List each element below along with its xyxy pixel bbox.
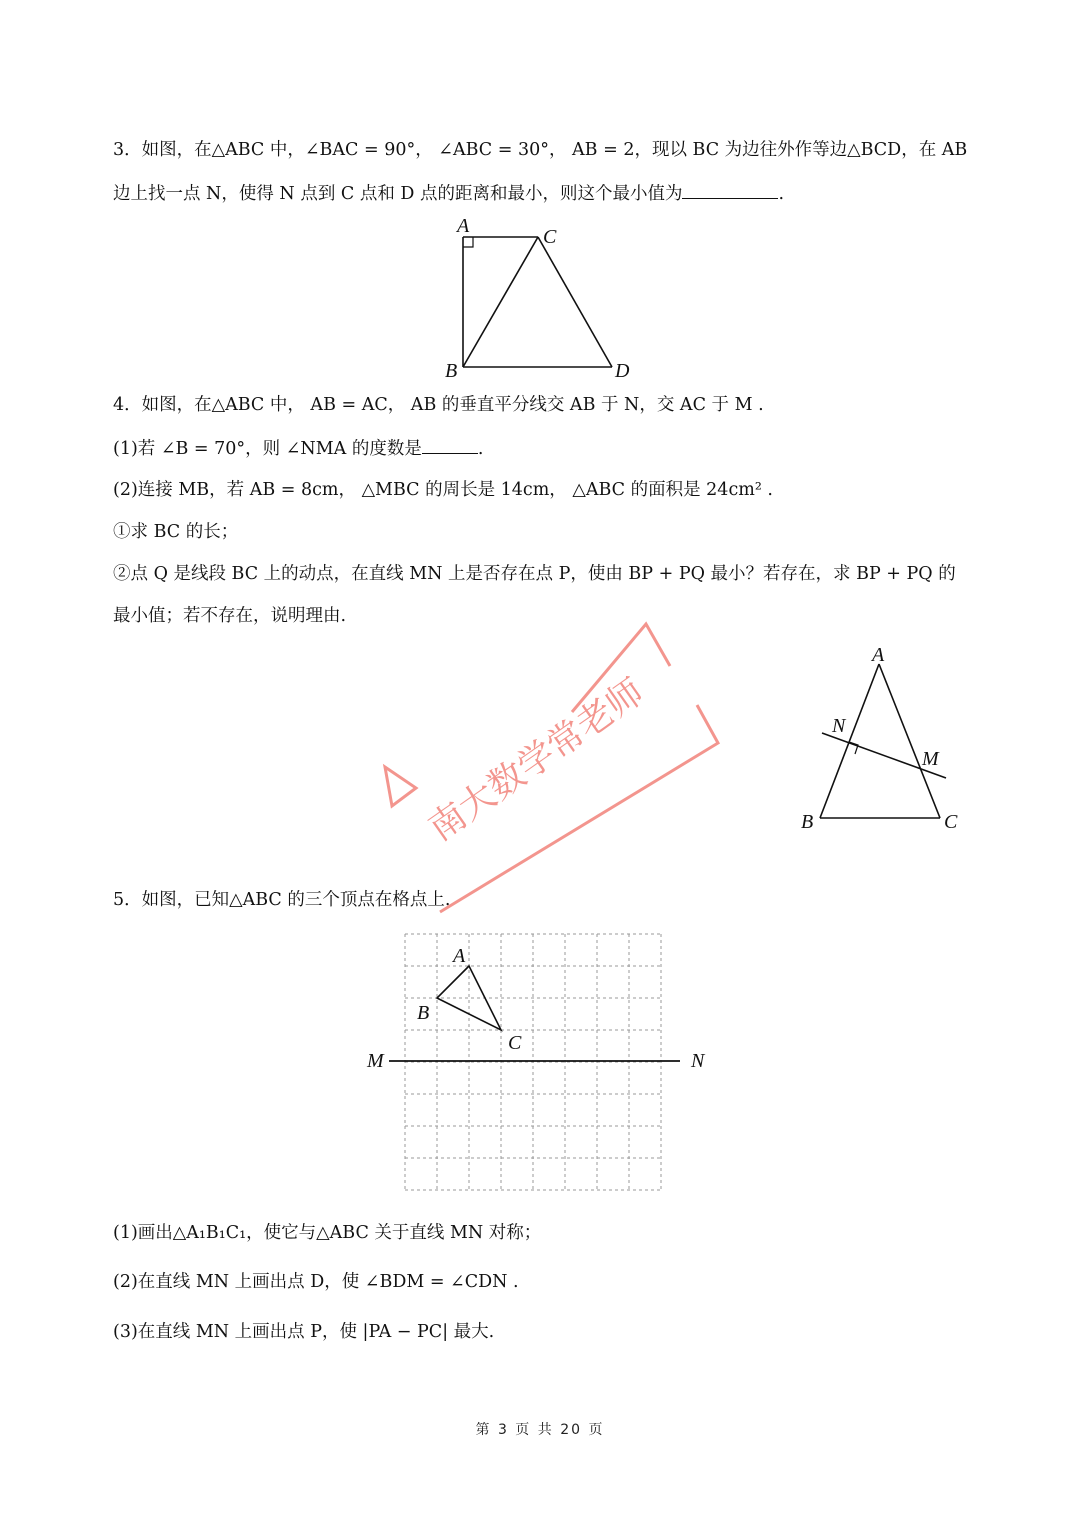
q4-label-c: C bbox=[944, 811, 958, 833]
q5-line-1: 5．如图，已知△ABC 的三个顶点在格点上. bbox=[113, 890, 451, 910]
q4-sub-1: ①求 BC 的长； bbox=[113, 522, 239, 542]
q3-figure bbox=[463, 237, 612, 367]
q3-label-d: D bbox=[615, 360, 630, 382]
q4-segment-ab bbox=[820, 664, 879, 818]
q4-label-b: B bbox=[801, 811, 814, 833]
q4-line-1: 4．如图，在△ABC 中， AB = AC， AB 的垂直平分线交 AB 于 N，交 AC 于 M . bbox=[113, 395, 764, 415]
q4-label-n: N bbox=[832, 715, 846, 737]
q5-label-a: A bbox=[453, 945, 466, 967]
q3-label-c: C bbox=[543, 226, 557, 248]
q4-sub-2-line-1: ②点 Q 是线段 BC 上的动点，在直线 MN 上是否存在点 P，使由 BP + PQ 最小？若存在，求 BP + PQ 的 bbox=[113, 564, 956, 584]
q4-sub-2-line-2: 最小值；若不存在，说明理由. bbox=[113, 606, 347, 626]
q3-right-angle-mark bbox=[463, 237, 473, 247]
q4-label-a: A bbox=[872, 644, 885, 666]
q3-label-a: A bbox=[457, 215, 470, 237]
q3-line-1: 3．如图，在△ABC 中，∠BAC = 90°， ∠ABC = 30°， AB = 2，现以 BC 为边往外作等边△BCD，在 AB bbox=[113, 140, 968, 160]
q5-part-3: (3)在直线 MN 上画出点 P，使 |PA − PC| 最大. bbox=[113, 1322, 495, 1342]
watermark bbox=[385, 624, 718, 912]
watermark-text: 南大数学常老师 bbox=[421, 671, 652, 850]
q4-figure bbox=[820, 664, 946, 818]
q5-part-1: (1)画出△A₁B₁C₁，使它与△ABC 关于直线 MN 对称； bbox=[113, 1223, 542, 1243]
q4-label-m: M bbox=[922, 748, 939, 770]
q5-label-m: M bbox=[367, 1050, 384, 1072]
q4-part-1-text: (1)若 ∠B = 70°，则 ∠NMA 的度数是 bbox=[113, 439, 422, 459]
q5-label-n: N bbox=[691, 1050, 705, 1072]
q4-part-1-end: . bbox=[477, 439, 484, 459]
q5-part-2: (2)在直线 MN 上画出点 D，使 ∠BDM = ∠CDN . bbox=[113, 1272, 519, 1292]
q3-segment-bc bbox=[463, 237, 538, 367]
q3-label-b: B bbox=[445, 360, 458, 382]
q4-part-2: (2)连接 MB，若 AB = 8cm， △MBC 的周长是 14cm， △ABC 的面积是 24cm² . bbox=[113, 480, 773, 500]
q3-line-2-text: 边上找一点 N，使得 N 点到 C 点和 D 点的距离和最小，则这个最小值为 bbox=[113, 184, 683, 204]
q5-label-c: C bbox=[508, 1032, 522, 1054]
q5-grid bbox=[405, 934, 661, 1190]
q3-line-2-end: . bbox=[778, 184, 785, 204]
q5-label-b: B bbox=[417, 1002, 430, 1024]
q3-segment-cd bbox=[538, 237, 612, 367]
q4-segment-ac bbox=[879, 664, 940, 818]
page-footer: 第 3 页 共 20 页 bbox=[475, 1422, 605, 1438]
watermark-triangle-mark bbox=[385, 767, 416, 806]
